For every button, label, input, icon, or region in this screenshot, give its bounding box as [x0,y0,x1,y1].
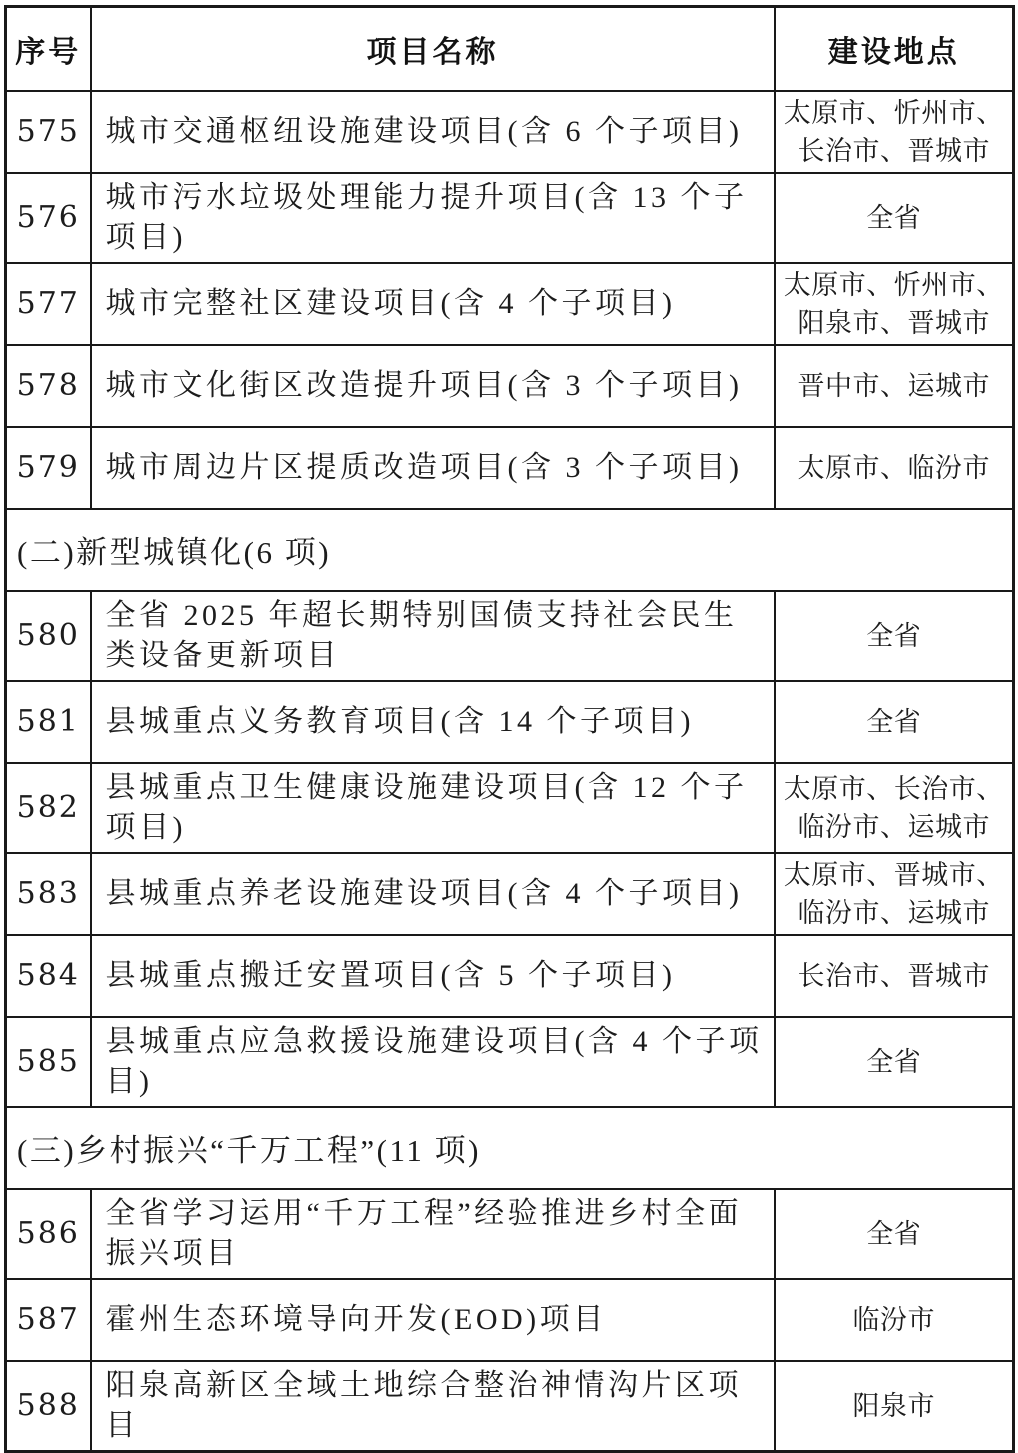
table-row [6,935,1014,1017]
section-title: (二)新型城镇化(6 项) [6,509,1014,591]
location-cell: 全省 [775,1017,1014,1107]
serial-cell: 587 [6,1279,91,1361]
serial-cell: 576 [6,173,91,263]
project-name-cell: 城市周边片区提质改造项目(含 3 个子项目) [91,427,775,509]
location-cell: 全省 [775,173,1014,263]
serial-cell: 586 [6,1189,91,1279]
section-row [6,509,1014,591]
table-row [6,91,1014,173]
table-row [6,681,1014,763]
serial-cell: 579 [6,427,91,509]
column-header-location: 建设地点 [775,7,1014,91]
project-name-cell: 县城重点养老设施建设项目(含 4 个子项目) [91,853,775,935]
location-cell: 临汾市 [775,1279,1014,1361]
location-cell: 晋中市、运城市 [775,345,1014,427]
serial-cell: 578 [6,345,91,427]
project-name-cell: 霍州生态环境导向开发(EOD)项目 [91,1279,775,1361]
location-cell: 全省 [775,681,1014,763]
location-cell: 太原市、临汾市 [775,427,1014,509]
location-cell: 太原市、晋城市、临汾市、运城市 [775,853,1014,935]
table-row [6,1279,1014,1361]
table-row [6,591,1014,681]
project-name-cell: 县城重点卫生健康设施建设项目(含 12 个子项目) [91,763,775,853]
table-row [6,1017,1014,1107]
table-row [6,345,1014,427]
project-name-cell: 全省 2025 年超长期特别国债支持社会民生类设备更新项目 [91,591,775,681]
table-body [6,91,1014,1452]
serial-cell: 581 [6,681,91,763]
section-title: (三)乡村振兴“千万工程”(11 项) [6,1107,1014,1189]
project-name-cell: 县城重点应急救援设施建设项目(含 4 个子项目) [91,1017,775,1107]
serial-cell: 584 [6,935,91,1017]
section-row [6,1107,1014,1189]
serial-cell: 575 [6,91,91,173]
table-row [6,263,1014,345]
column-header-serial: 序号 [6,7,91,91]
project-name-cell: 城市完整社区建设项目(含 4 个子项目) [91,263,775,345]
column-header-project-name: 项目名称 [91,7,775,91]
location-cell: 全省 [775,1189,1014,1279]
table-row [6,763,1014,853]
table-row [6,1361,1014,1452]
project-name-cell: 县城重点搬迁安置项目(含 5 个子项目) [91,935,775,1017]
table-header [6,7,1014,91]
location-cell: 全省 [775,591,1014,681]
location-cell: 太原市、长治市、临汾市、运城市 [775,763,1014,853]
project-name-cell: 城市文化街区改造提升项目(含 3 个子项目) [91,345,775,427]
header-row [6,7,1014,91]
location-cell: 太原市、忻州市、长治市、晋城市 [775,91,1014,173]
serial-cell: 580 [6,591,91,681]
table-row [6,853,1014,935]
project-name-cell: 城市交通枢纽设施建设项目(含 6 个子项目) [91,91,775,173]
serial-cell: 583 [6,853,91,935]
table-row [6,427,1014,509]
location-cell: 阳泉市 [775,1361,1014,1452]
serial-cell: 588 [6,1361,91,1452]
serial-cell: 577 [6,263,91,345]
location-cell: 太原市、忻州市、阳泉市、晋城市 [775,263,1014,345]
table-row [6,1189,1014,1279]
serial-cell: 582 [6,763,91,853]
location-cell: 长治市、晋城市 [775,935,1014,1017]
project-name-cell: 城市污水垃圾处理能力提升项目(含 13 个子项目) [91,173,775,263]
table-row [6,173,1014,263]
project-name-cell: 全省学习运用“千万工程”经验推进乡村全面振兴项目 [91,1189,775,1279]
projects-table [4,5,1015,1453]
project-name-cell: 阳泉高新区全域土地综合整治神情沟片区项目 [91,1361,775,1452]
serial-cell: 585 [6,1017,91,1107]
project-name-cell: 县城重点义务教育项目(含 14 个子项目) [91,681,775,763]
